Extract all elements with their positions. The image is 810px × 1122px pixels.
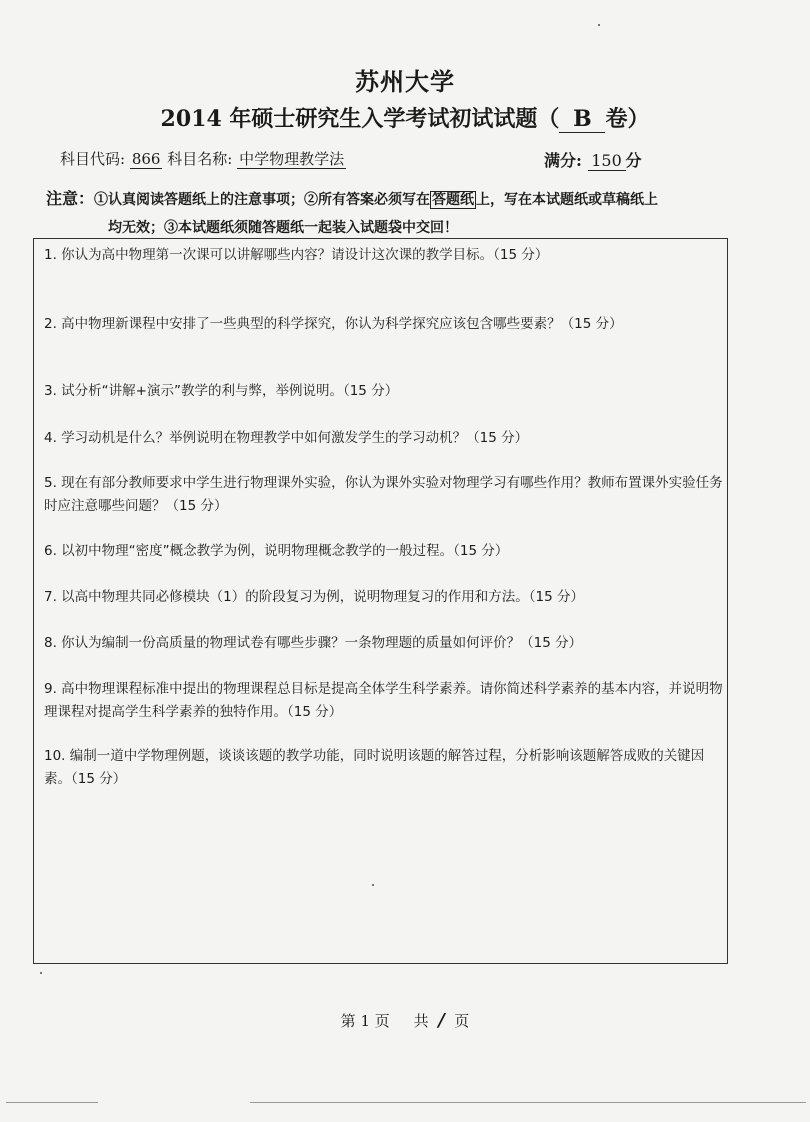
total-slash: / xyxy=(438,1010,445,1031)
question-7: 7. 以高中物理共同必修模块（1）的阶段复习为例，说明物理复习的作用和方法。（15 分） xyxy=(44,589,584,605)
question-8: 8. 你认为编制一份高质量的物理试卷有哪些步骤？一条物理题的质量如何评价？（15 分） xyxy=(44,635,583,651)
subject-code-value: 866 xyxy=(131,150,161,168)
question-6: 6. 以初中物理“密度”概念教学为例，说明物理概念教学的一般过程。（15 分） xyxy=(44,543,509,559)
subject-name-label: 科目名称: xyxy=(167,150,233,168)
exam-title-end: 卷） xyxy=(605,106,650,132)
subject-name-value: 中学物理教学法 xyxy=(239,150,345,168)
university-title: 苏州大学 xyxy=(355,67,455,96)
notice-part-1: ①认真阅读答题纸上的注意事项；②所有答案必须写在 xyxy=(94,192,431,208)
scan-speck xyxy=(40,972,42,974)
page-footer xyxy=(0,1010,810,1031)
full-score xyxy=(544,148,642,171)
notice-line-2: 均无效；③本试题纸须随答题纸一起装入试题袋中交回！ xyxy=(108,220,458,236)
scan-edge-line xyxy=(6,1102,98,1103)
question-5: 5. 现在有部分教师要求中学生进行物理课外实验，你认为课外实验对物理学习有哪些作用？教师布置课外实验任务时应注意哪些问题？（15 分） xyxy=(44,475,723,514)
notice-lead: 注意： xyxy=(46,189,95,208)
answer-sheet-box: 答题纸 xyxy=(432,192,475,208)
scan-edge-line xyxy=(250,1102,806,1103)
question-2: 2. 高中物理新课程中安排了一些典型的科学探究，你认为科学探究应该包含哪些要素？（15 分） xyxy=(44,316,623,332)
score-unit: 分 xyxy=(625,151,642,170)
subject-meta xyxy=(60,148,760,172)
question-3: 3. 试分析“讲解+演示”教学的利与弊，举例说明。（15 分） xyxy=(44,383,399,399)
total-suffix: 页 xyxy=(454,1012,470,1030)
question-9: 9. 高中物理课程标准中提出的物理课程总目标是提高全体学生科学素养。请你简述科学素养的基本内容，并说明物理课程对提高学生科学素养的独特作用。（15 分） xyxy=(44,681,723,720)
score-value: 150 xyxy=(588,151,626,171)
question-4: 4. 学习动机是什么？举例说明在物理教学中如何激发学生的学习动机？（15 分） xyxy=(44,430,529,446)
scan-speck xyxy=(372,884,374,886)
exam-title xyxy=(0,102,810,133)
questions-box xyxy=(33,238,728,964)
question-1: 1. 你认为高中物理第一次课可以讲解哪些内容？请设计这次课的教学目标。（15 分） xyxy=(44,247,549,263)
paper-label: B xyxy=(559,106,605,133)
notice-line-1 xyxy=(46,186,786,209)
page-number: 第 1 页 xyxy=(340,1012,390,1030)
score-label: 满分: xyxy=(544,151,582,170)
scan-speck xyxy=(598,24,600,26)
total-prefix: 共 xyxy=(413,1012,429,1030)
notice-part-2: 上，写在本试题纸或草稿纸上 xyxy=(476,192,659,208)
subject-code-label: 科目代码: xyxy=(60,150,126,168)
exam-title-text: 2014 年硕士研究生入学考试初试试题（ xyxy=(160,106,560,132)
question-10: 10. 编制一道中学物理例题，谈谈该题的教学功能，同时说明该题的解答过程，分析影响该题解答成败的关键因素。（15 分） xyxy=(44,748,705,787)
